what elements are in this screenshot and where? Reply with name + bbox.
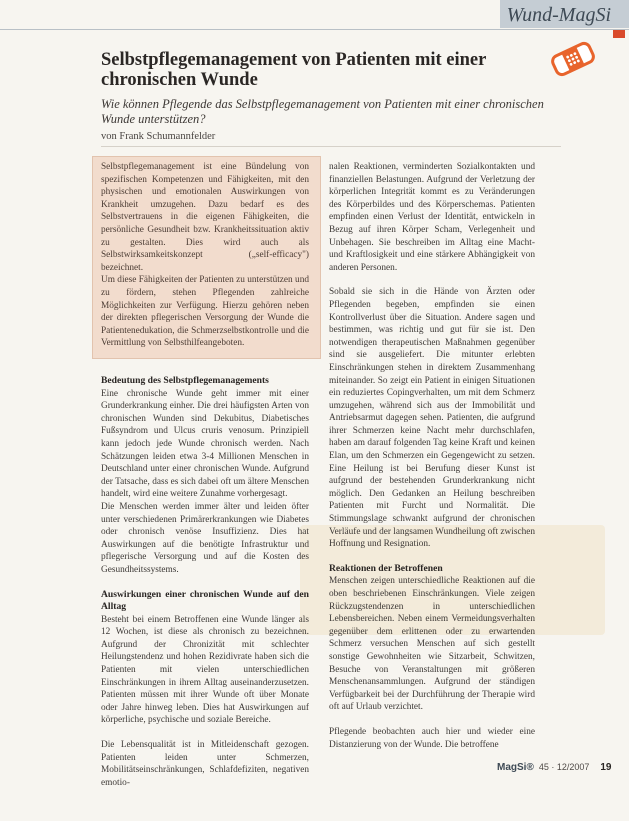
page-footer	[497, 762, 617, 780]
article-title: Selbstpflegemanagement von Patienten mit einer chronischen Wunde	[101, 50, 487, 90]
body-paragraph: Die Menschen werden immer älter und leiden öfter unter verschiedenen Primärerkrankungen wie Diabetes oder chronisch venöse Insuffizienz. Dies hat Auswirkungen auf die benötigte Infrastruktur und pflegerische Versorgung und auf die Kosten des Gesundheitssystems.	[101, 501, 309, 575]
author-divider	[101, 146, 561, 147]
intro-text	[101, 161, 309, 350]
intro-paragraph: Selbstpflegemanagement ist eine Bündelung von spezifischen Kompetenzen und Fähigkeiten, mit den physischen und emotionalen Auswirkungen von Krankheit umzugehen. Dazu bedarf es des Selbstvertrauens in die eigenen Fähigkeiten, die persönliche Gesundheit bzw. Krankheitssituation aktiv zu gestalten. Dies wird auch als Selbstwirksamkeitskonzept („self-efficacy") bezeichnet.	[101, 162, 309, 273]
header-rule-line	[0, 29, 629, 30]
footer-brand: MagSi®	[497, 762, 534, 773]
section-heading: Reaktionen der Betroffenen	[329, 562, 443, 574]
body-paragraph: Sobald sie sich in die Hände von Ärzten oder Pflegenden begeben, empfinden sie einen Kontrollverlust über die Situation. Andere sagen und bestimmen, was richtig und gut für sie ist. Den notwendigen therapeutischen Maßnahmen gegenüber sind sie ausgeliefert. Die mitunter erlebten Einschränkungen stehen in direktem Zusammenhang miteinander. So zeigt ein Patient in einigen Situationen ein reduziertes Copingverhalten, um mit dem Schmerz umzugehen, während sich aus der Immobilität und Antriebsarmut dagegen sehen. Patienten, die aufgrund ihrer Schmerzen keine Nacht mehr durchschlafen, haben am darauf folgenden Tag keine Kraft und keinen Elan, um den Schmerzen ein Gegengewicht zu setzen. Eine Heilung ist bei Berufung dieser Kunst ist aufgrund der bestehenden Grunderkrankung nicht möglich. Den Gedanken an Heilung beschreiben Patienten mit Furcht und Normalität. Die Stimmungslage schwankt aufgrund der chronischen Verläufe und der langsamen Wundheilung oft zwischen Hoffnung und Resignation.	[329, 287, 535, 550]
page-number: 19	[600, 762, 612, 773]
section-heading: Bedeutung des Selbstpflegemanagements	[101, 375, 269, 386]
section-heading: Auswirkungen einer chronischen Wunde auf den Alltag	[101, 588, 309, 613]
article-author: von Frank Schumannfelder	[101, 131, 216, 142]
footer-issue: 45 · 12/2007	[538, 762, 590, 772]
left-column	[101, 375, 309, 789]
body-paragraph: Pflegende beobachten auch hier und wieder eine Distanzierung von der Wunde. Die betroffene	[329, 726, 535, 750]
body-paragraph: Besteht bei einem Betroffenen eine Wunde länger als 12 Wochen, ist diese als chronisch zu bezeichnen. Aufgrund der Chronizität mit schlechter Heilungstendenz und hohen Rezidivrate haben sich die Patienten mit vielen unterschiedlichen Einschränkungen in ihrem Alltag auseinanderzusetzen. Patienten müssen mit ihrer Wunde oft über Monate oder Jahre hinweg leben. Dies hat Auswirkungen auf körperliche, psychische und soziale Bereiche.	[101, 614, 309, 726]
section-marker	[613, 30, 625, 38]
right-column	[329, 161, 535, 751]
magazine-wordmark: Wund-MagSi	[506, 4, 611, 26]
bandage-logo-icon	[549, 35, 597, 83]
body-paragraph: Eine chronische Wunde geht immer mit einer Grunderkrankung einher. Die drei häufigsten Arten von chronischen Wunden sind Dekubitus, Diabetisches Fußsyndrom und Ulcus cruris venosum. Prinzipiell kann jedoch jede Wunde chronisch werden. Nach Schätzungen leiden etwa 3-4 Millionen Menschen in Deutschland unter einer chronischen Wunde. Aufgrund der Tatsache, dass es sich dabei oft um ältere Menschen handelt, wird eine weitere Zunahme vorhergesagt.	[101, 388, 309, 500]
article-subtitle: Wie können Pflegende das Selbstpflegemanagement von Patienten mit einer chronischen Wunde unterstützen?	[101, 97, 544, 126]
body-paragraph: Menschen zeigen unterschiedliche Reaktionen auf die oben beschriebenen Einschränkungen. Viele zeigen Rückzugstendenzen in unterschiedlichen Lebensbereichen. Neben einem Vermeidungsverhalten gegenüber dem erlittenen oder zu erwartenden Schmerz versuchen Menschen auf sich gestellt sonstige Gewohnheiten wie Sitzarbeit, Schwitzen, Besuche von Veranstaltungen mit größeren Menschenansammlungen. Aufgrund der ständigen Verfügbarkeit bei der Durchführung der Therapie wird oft auf Urlaub verzichtet.	[329, 576, 535, 713]
body-paragraph: nalen Reaktionen, verminderten Sozialkontakten und finanziellen Belastungen. Aufgrund der Verletzung der körperlichen Integrität kommt es zu Veränderungen des Körperbildes und des Körperschemas. Patienten empfinden einen Verlust der Identität, entwickeln in Bezug auf ihren Körper Scham, Verlegenheit und Unbehagen. Sie beschreiben im Alltag eine Macht- und Kraftlosigkeit und eine stärkere Abhängigkeit von anderen Personen.	[329, 162, 535, 273]
body-paragraph: Die Lebensqualität ist in Mitleidenschaft gezogen. Patienten leiden unter Schmerzen, Mobilitätseinschränkungen, Schlafdefiziten, negativen emotio-	[101, 740, 309, 788]
intro-paragraph: Um diese Fähigkeiten der Patienten zu unterstützen und zu fördern, stehen Pflegenden zahlreiche Möglichkeiten zur Verfügung. Hierzu gehören neben der direkten pflegerischen Versorgung der Wunde die Patientenedukation, die Schmerzselbstkontrolle und die Vermittlung von Selbsthilfeangeboten.	[101, 275, 309, 349]
